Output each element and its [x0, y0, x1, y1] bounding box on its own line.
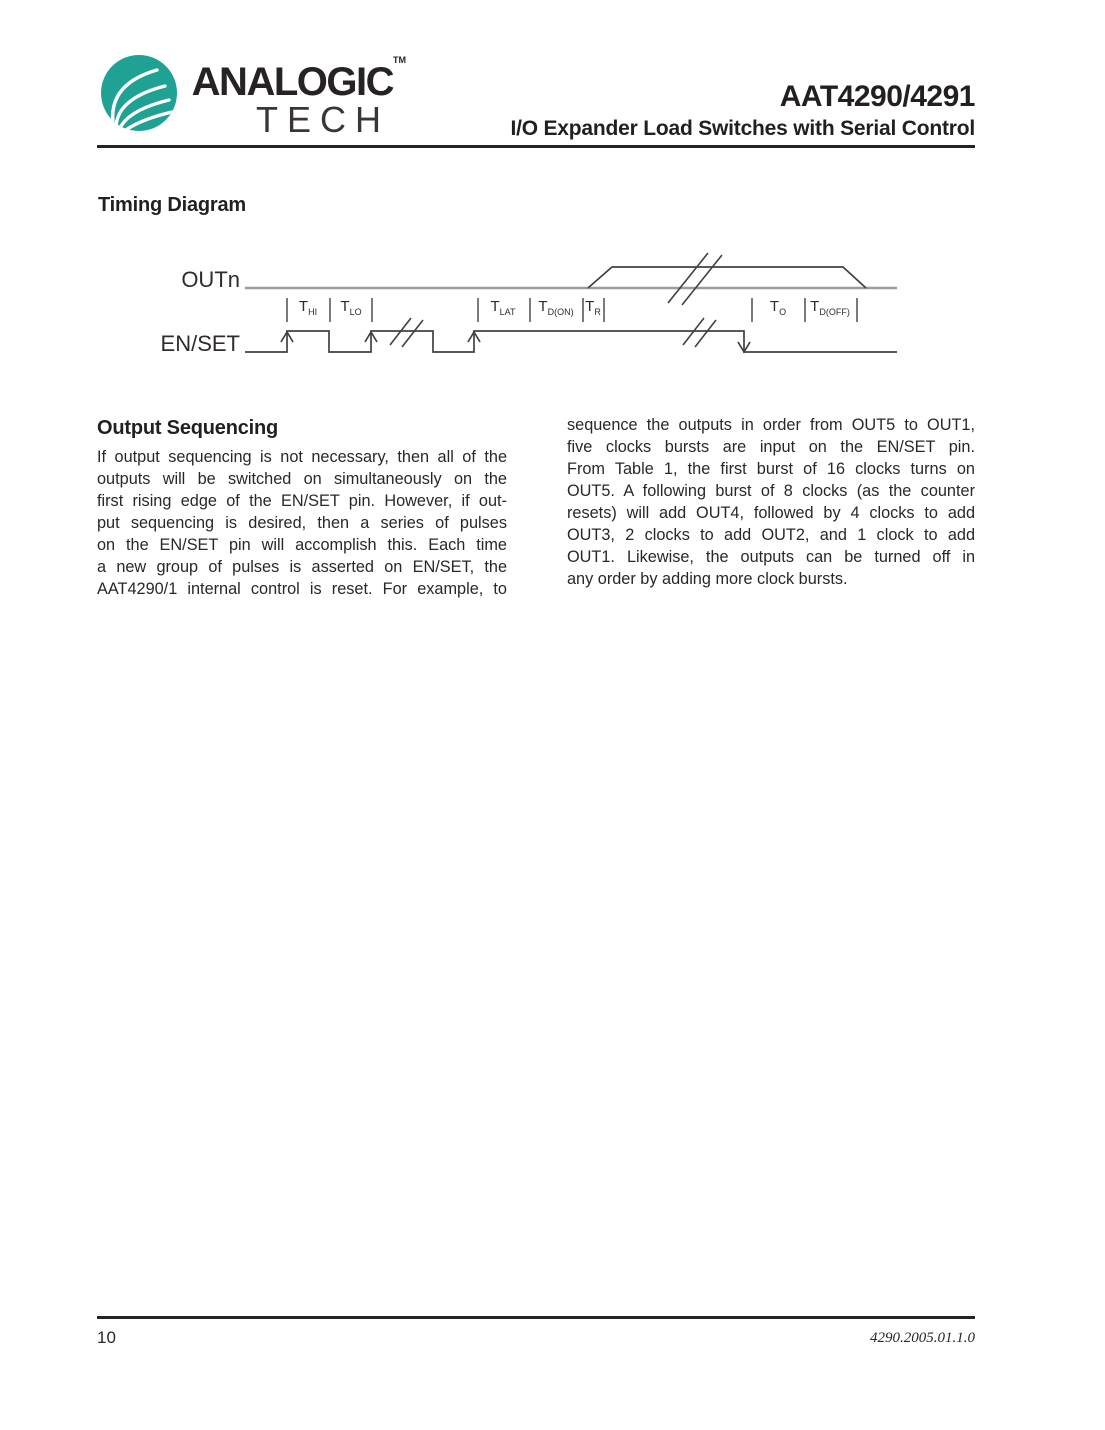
- timing-label-tlo: $T_{LO}$: [340, 298, 362, 317]
- footer-divider: [97, 1316, 975, 1319]
- document-version: 4290.2005.01.1.0: [870, 1330, 975, 1346]
- document-subtitle: I/O Expander Load Switches with Serial Control: [510, 117, 975, 140]
- brand-wordmark-tech: TECH: [256, 99, 390, 140]
- body-text-line: OUT3, 2 clocks to add OUT2, and 1 clock to add: [567, 526, 975, 544]
- timing-diagram-heading: Timing Diagram: [98, 194, 246, 216]
- body-text-line: any order by adding more clock bursts.: [567, 570, 848, 588]
- timing-diagram: [0, 250, 1105, 375]
- body-text-line: resets) will add OUT4, followed by 4 clocks to add: [567, 504, 975, 522]
- timing-label-tdon: $T_{D(ON)}$: [538, 298, 574, 317]
- body-text-line: outputs will be switched on simultaneously on the: [97, 470, 507, 488]
- timing-label-thi: $T_{HI}$: [298, 298, 318, 317]
- body-text-line: sequence the outputs in order from OUT5 to OUT1,: [567, 416, 975, 434]
- body-text-line: From Table 1, the first burst of 16 clocks turns on: [567, 460, 975, 478]
- signal-label-outn: OUTn: [181, 267, 240, 292]
- header-divider: [97, 145, 975, 148]
- timing-label-to: $T_O$: [769, 298, 787, 317]
- timing-label-tlat: $T_{LAT}$: [490, 298, 516, 317]
- body-text-line: put sequencing is desired, then a series of pulses: [97, 514, 507, 532]
- body-text-line: on the EN/SET pin will accomplish this. Each time: [97, 536, 507, 554]
- analogictech-logo-icon: [99, 53, 179, 133]
- body-text-line: first rising edge of the EN/SET pin. However, if out-: [97, 492, 507, 510]
- signal-label-enset: EN/SET: [160, 331, 240, 356]
- body-text-line: AAT4290/1 internal control is reset. For example, to: [97, 580, 507, 598]
- part-number-title: AAT4290/4291: [779, 80, 975, 113]
- body-text-line: If output sequencing is not necessary, then all of the: [97, 448, 507, 466]
- output-sequencing-heading: Output Sequencing: [97, 417, 279, 439]
- body-text-line: OUT1. Likewise, the outputs can be turned off in: [567, 548, 975, 566]
- body-text-line: a new group of pulses is asserted on EN/SET, the: [97, 558, 507, 576]
- body-text-line: five clocks bursts are input on the EN/SET pin.: [567, 438, 975, 456]
- trademark-symbol: TM: [393, 55, 406, 65]
- timing-label-tr: $T_R$: [585, 298, 601, 317]
- body-text-line: OUT5. A following burst of 8 clocks (as the counter: [567, 482, 975, 500]
- body-text-left-column: [97, 446, 507, 600]
- page-number: 10: [97, 1328, 116, 1347]
- timing-label-tdoff: $T_{D(OFF)}$: [810, 298, 850, 317]
- brand-wordmark-analogic: ANALOGIC: [191, 60, 393, 104]
- body-text-right-column: [567, 414, 975, 590]
